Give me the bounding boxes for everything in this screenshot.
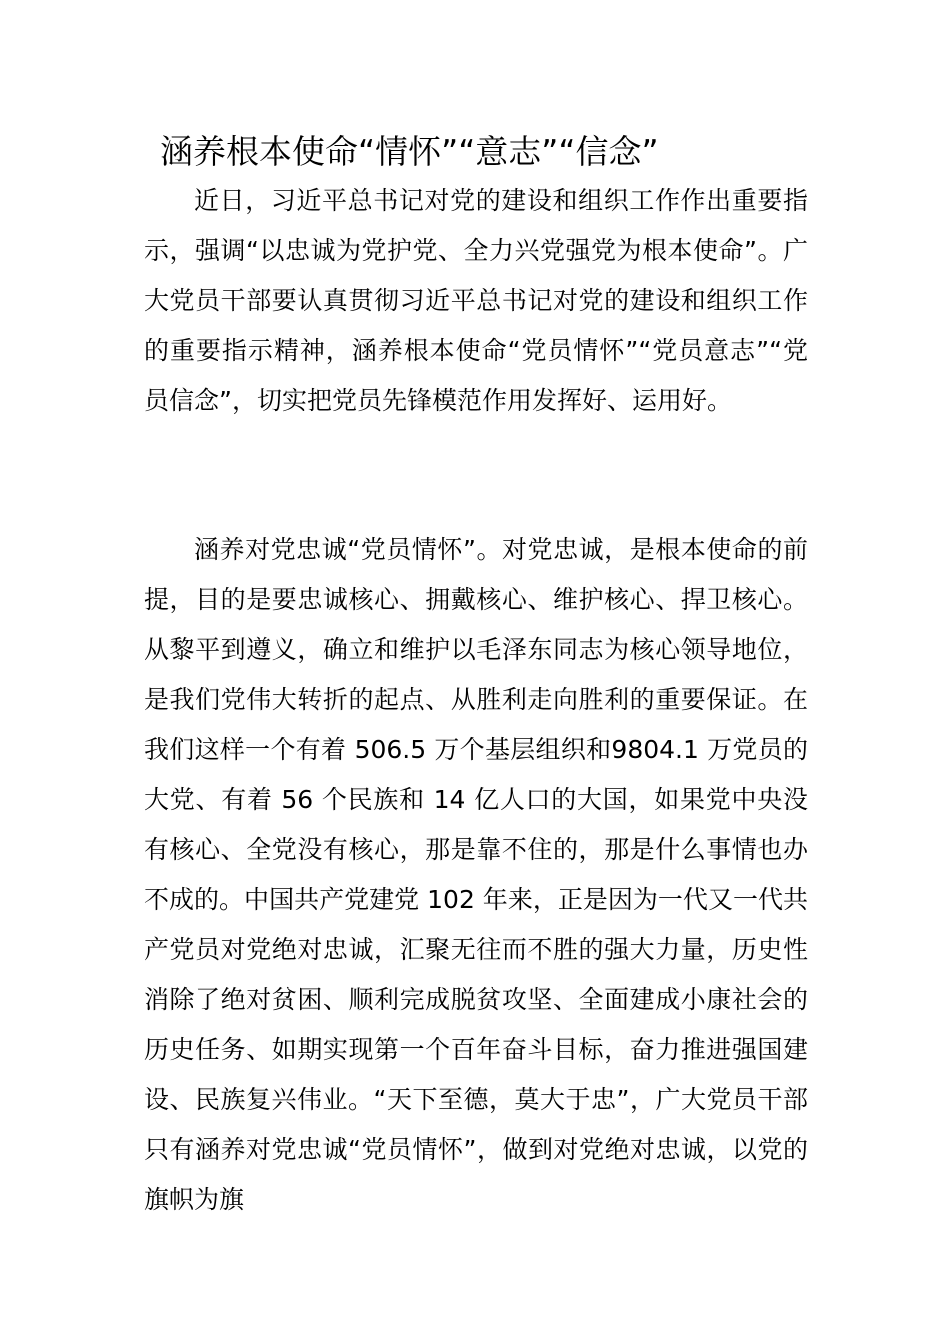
- document-title: 涵养根本使命“情怀”“意志”“信念”: [160, 132, 659, 171]
- paragraph-loyalty: 涵养对党忠诚“党员情怀”。对党忠诚，是根本使命的前提，目的是要忠诚核心、拥戴核心、维护核心、捍卫核心。从黎平到遵义，确立和维护以毛泽东同志为核心领导地位，是我们党伟大转折的起点、从胜利走向胜利的重要保证。在我们这样一个有着 506.5 万个基层组织和9804.1 万党员的大党、有着 56 个民族和 14 亿人口的大国，如果党中央没有核心、全党没有核心，那是靠不住的，那是什么事情也办不成的。中国共产党建党 102 年来，正是因为一代又一代共产党员对党绝对忠诚，汇聚无往而不胜的强大力量，历史性消除了绝对贫困、顺利完成脱贫攻坚、全面建成小康社会的历史任务、如期实现第一个百年奋斗目标，奋力推进强国建设、民族复兴伟业。“天下至德，莫大于忠”，广大党员干部只有涵养对党忠诚“党员情怀”，做到对党绝对忠诚，以党的旗帜为旗: [144, 535, 808, 1214]
- paragraph-intro: 近日，习近平总书记对党的建设和组织工作作出重要指示，强调“以忠诚为党护党、全力兴党强党为根本使命”。广大党员干部要认真贯彻习近平总书记对党的建设和组织工作的重要指示精神，涵养根本使命“党员情怀”“党员意志”“党员信念”，切实把党员先锋模范作用发挥好、运用好。: [144, 186, 808, 415]
